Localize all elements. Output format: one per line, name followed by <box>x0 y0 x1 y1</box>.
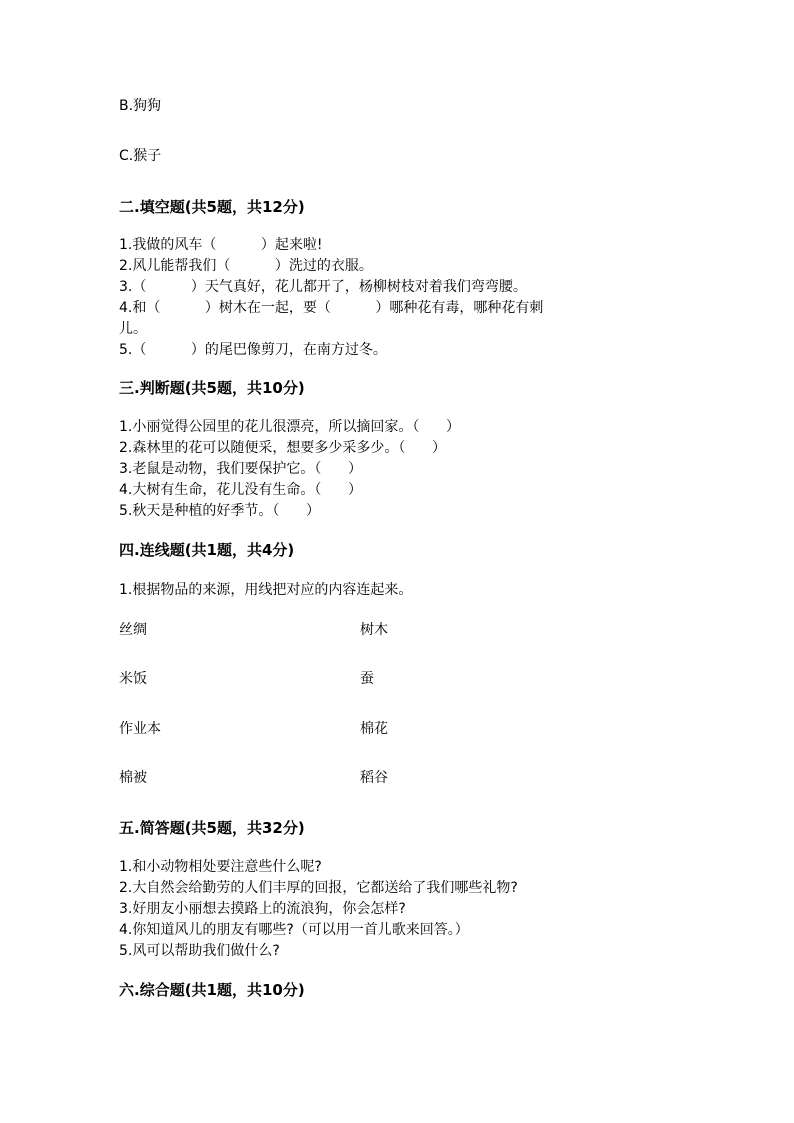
short-item: 1.和小动物相处要注意些什么呢? <box>119 859 322 875</box>
fill-item: 5.（ ）的尾巴像剪刀，在南方过冬。 <box>119 342 387 358</box>
match-right-item: 树木 <box>360 622 388 638</box>
judge-item: 2.森林里的花可以随便采，想要多少采多少。（ ） <box>119 440 447 456</box>
short-item: 2.大自然会给勤劳的人们丰厚的回报，它都送给了我们哪些礼物? <box>119 880 518 896</box>
section-heading-fill: 二.填空题(共5题，共12分) <box>119 198 305 216</box>
match-left-item: 作业本 <box>119 721 161 737</box>
match-left-item: 棉被 <box>119 770 147 786</box>
short-item: 5.风可以帮助我们做什么? <box>119 943 280 959</box>
choice-option-c: C.猴子 <box>119 148 162 164</box>
section-heading-short: 五.简答题(共5题，共32分) <box>119 819 305 837</box>
fill-item: 4.和（ ）树木在一起，要（ ）哪种花有毒，哪种花有刺 <box>119 300 544 316</box>
match-right-item: 棉花 <box>360 721 388 737</box>
short-item: 4.你知道风儿的朋友有哪些?（可以用一首儿歌来回答。） <box>119 922 469 938</box>
short-item: 3.好朋友小丽想去摸路上的流浪狗，你会怎样? <box>119 901 406 917</box>
section-heading-comprehensive: 六.综合题(共1题，共10分) <box>119 981 305 999</box>
judge-item: 3.老鼠是动物，我们要保护它。（ ） <box>119 461 363 477</box>
judge-item: 1.小丽觉得公园里的花儿很漂亮，所以摘回家。（ ） <box>119 419 461 435</box>
section-heading-match: 四.连线题(共1题，共4分) <box>119 541 295 559</box>
choice-option-b: B.狗狗 <box>119 98 162 114</box>
fill-item: 1.我做的风车（ ）起来啦! <box>119 237 323 253</box>
judge-item: 4.大树有生命，花儿没有生命。（ ） <box>119 482 363 498</box>
match-left-item: 米饭 <box>119 671 147 687</box>
match-right-item: 稻谷 <box>360 770 388 786</box>
match-right-item: 蚕 <box>360 671 374 687</box>
fill-item-continuation: 儿。 <box>119 321 147 337</box>
fill-item: 2.风儿能帮我们（ ）洗过的衣服。 <box>119 258 373 274</box>
fill-item: 3.（ ）天气真好，花儿都开了，杨柳树枝对着我们弯弯腰。 <box>119 279 527 295</box>
match-prompt: 1.根据物品的来源，用线把对应的内容连起来。 <box>119 582 413 598</box>
section-heading-judge: 三.判断题(共5题，共10分) <box>119 379 305 397</box>
judge-item: 5.秋天是种植的好季节。（ ） <box>119 503 321 519</box>
match-left-item: 丝绸 <box>119 622 147 638</box>
